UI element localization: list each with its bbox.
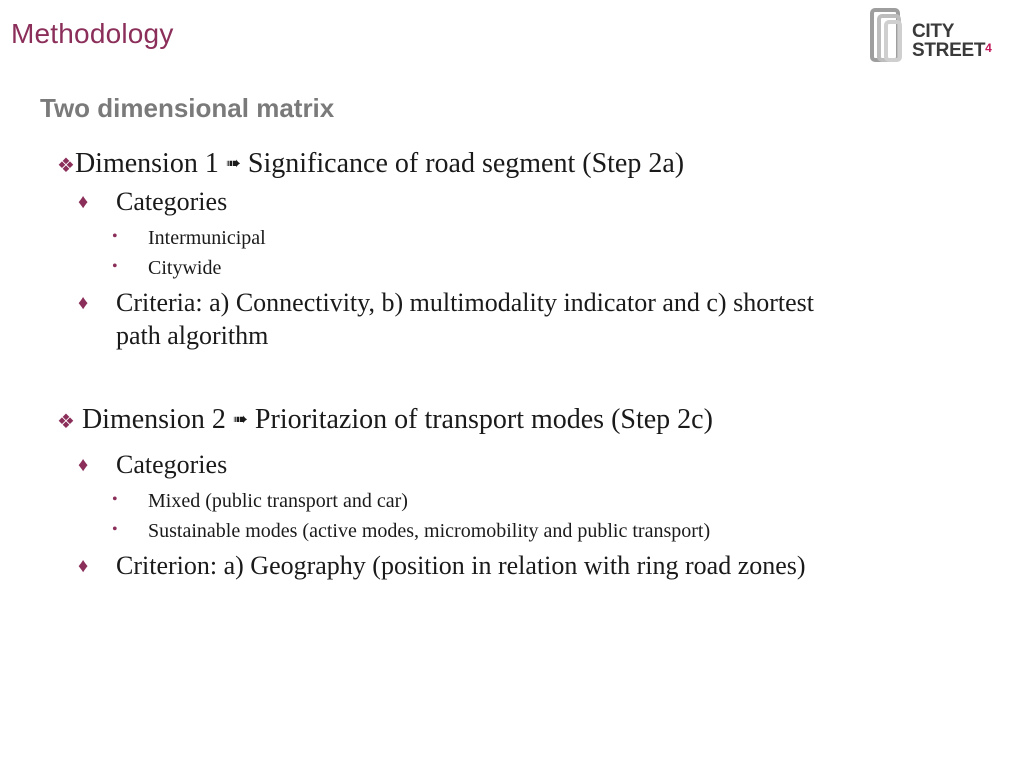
diamond-bullet-icon: ♦ xyxy=(78,555,89,577)
dimension2-text: Prioritazion of transport modes (Step 2c) xyxy=(254,404,713,435)
diamond-bullet-icon: ♦ xyxy=(78,454,89,476)
dimension1-text: Significance of road segment (Step 2a) xyxy=(247,148,685,179)
logo-wordmark xyxy=(912,22,992,60)
dot-bullet-icon: • xyxy=(112,491,118,508)
dimension1-heading xyxy=(57,148,684,180)
dimension1-category-item: Intermunicipal xyxy=(148,227,266,249)
diamond4-bullet-icon: ❖ xyxy=(57,155,75,177)
dimension1-criteria-line2: path algorithm xyxy=(116,321,269,350)
dimension1-criteria-line1: Criteria: a) Connectivity, b) multimodality indicator and c) shortest xyxy=(116,288,814,317)
diamond-bullet-icon: ♦ xyxy=(78,292,89,314)
dimension1-label: Dimension 1 xyxy=(74,148,219,179)
logo-bars-icon xyxy=(868,8,912,64)
slide-subtitle: Two dimensional matrix xyxy=(40,93,335,123)
logo-superscript: 4 xyxy=(985,41,992,55)
header-title: Methodology xyxy=(11,18,174,49)
diamond-bullet-icon: ♦ xyxy=(78,191,89,213)
arrow-right-icon: ➠ xyxy=(225,153,241,174)
dimension2-category-item: Mixed (public transport and car) xyxy=(148,490,408,512)
arrow-right-icon: ➠ xyxy=(232,409,248,430)
dimension2-criterion: Criterion: a) Geography (position in relation with ring road zones) xyxy=(116,551,806,580)
dimension2-category-item: Sustainable modes (active modes, micromobility and public transport) xyxy=(148,520,711,542)
dot-bullet-icon: • xyxy=(112,521,118,538)
dimension2-categories-label: Categories xyxy=(116,450,228,479)
logo-line-city: CITY xyxy=(912,21,955,42)
dot-bullet-icon: • xyxy=(112,228,118,245)
dimension2-label: Dimension 2 xyxy=(81,404,226,435)
logo-street-text: STREET xyxy=(912,40,986,61)
dimension1-category-item: Citywide xyxy=(148,257,222,279)
dimension2-heading xyxy=(57,404,713,436)
dot-bullet-icon: • xyxy=(112,258,118,275)
city-street-logo xyxy=(868,8,1008,64)
logo-line-street xyxy=(912,41,992,60)
diamond4-bullet-icon: ❖ xyxy=(57,411,75,433)
dimension1-categories-label: Categories xyxy=(116,187,228,216)
